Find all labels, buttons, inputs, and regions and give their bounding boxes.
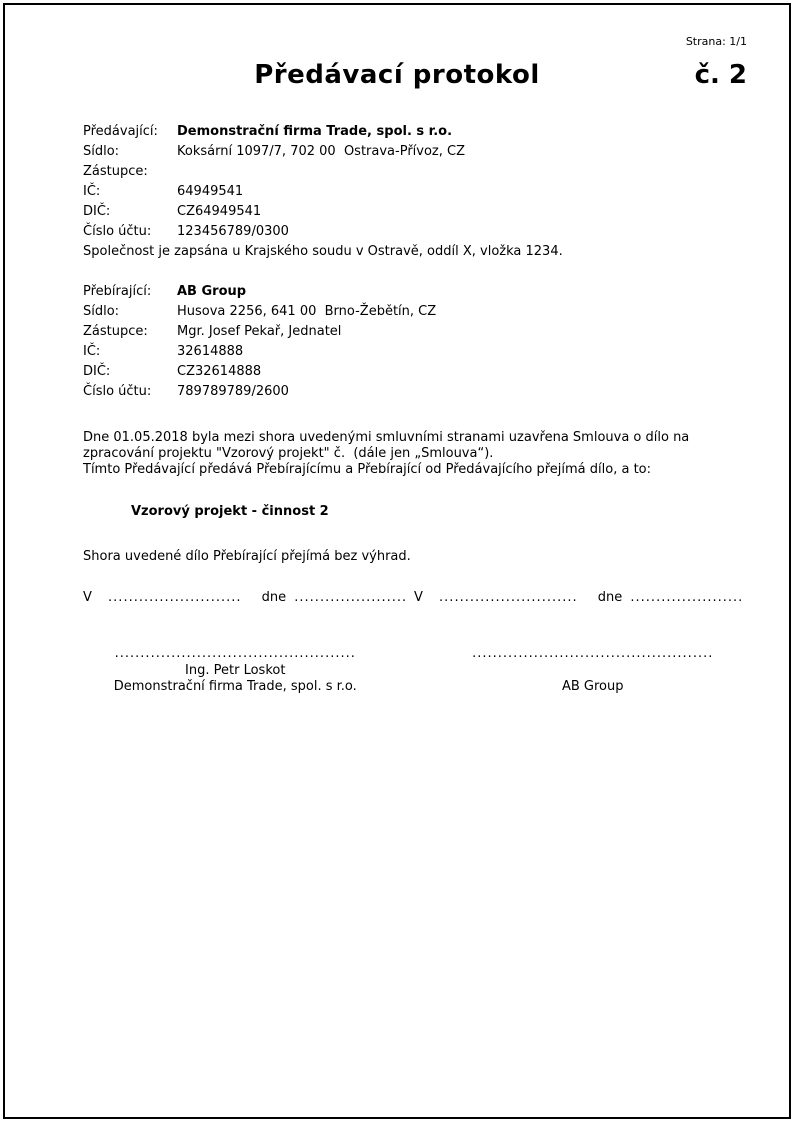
transferee-representative-row xyxy=(83,322,745,342)
transferor-section xyxy=(83,122,745,262)
field-label: Zástupce: xyxy=(83,164,148,179)
transferor-dic-row xyxy=(83,202,745,222)
contract-paragraph xyxy=(83,430,745,478)
place-dotted-line: ........................... xyxy=(439,590,578,605)
transferor-ic-row xyxy=(83,182,745,202)
transferor-name-row xyxy=(83,122,745,142)
document-body xyxy=(83,122,745,695)
place-label: V xyxy=(414,590,423,605)
acceptance-sentence: Shora uvedené dílo Přebírající přejímá bez výhrad. xyxy=(83,549,411,564)
transferee-account-row xyxy=(83,382,745,402)
date-dotted-line: ...................... xyxy=(294,590,408,605)
transferor-account-row xyxy=(83,222,745,242)
document-title: Předávací protokol xyxy=(254,60,540,90)
transferor-representative-row xyxy=(83,162,745,182)
signature-blocks xyxy=(83,647,745,695)
document-page xyxy=(3,3,791,1119)
transferor-company-name: Demonstrační firma Trade, spol. s r.o. xyxy=(177,124,453,139)
field-label: Zástupce: xyxy=(83,324,148,339)
field-label: IČ: xyxy=(83,184,101,199)
transferor-address: Koksární 1097/7, 702 00 Ostrava-Přívoz, CZ xyxy=(177,144,465,159)
field-label: Předávající: xyxy=(83,124,158,139)
field-label: Číslo účtu: xyxy=(83,224,152,239)
transferee-signatory-name xyxy=(440,663,745,679)
transferor-address-row xyxy=(83,142,745,162)
place-date-row xyxy=(83,590,745,605)
contract-sentence: Dne 01.05.2018 byla mezi shora uvedenými smluvními stranami uzavřena Smlouva o dílo na zpracování projektu "Vzorový projekt" č. (dále jen „Smlouva“). xyxy=(83,430,694,461)
title-row xyxy=(5,60,789,96)
signature-dotted-line: ............................................... xyxy=(114,646,356,661)
place-dotted-line: .......................... xyxy=(108,590,242,605)
place-date-right xyxy=(414,590,745,605)
place-label: V xyxy=(83,590,92,605)
field-label: Sídlo: xyxy=(83,144,120,159)
transferee-address-row xyxy=(83,302,745,322)
transferor-account: 123456789/0300 xyxy=(177,224,289,239)
field-label: DIČ: xyxy=(83,204,111,219)
date-label: dne xyxy=(261,590,287,605)
transferee-signature-block xyxy=(440,647,745,695)
transferor-registration-note: Společnost je zapsána u Krajského soudu v Ostravě, oddíl X, vložka 1234. xyxy=(83,244,563,259)
field-label: Číslo účtu: xyxy=(83,384,152,399)
field-label: IČ: xyxy=(83,344,101,359)
transferor-signature-block xyxy=(83,647,388,695)
project-title: Vzorový projekt - činnost 2 xyxy=(131,504,329,519)
transferee-account: 789789789/2600 xyxy=(177,384,289,399)
field-label: DIČ: xyxy=(83,364,111,379)
transferee-representative: Mgr. Josef Pekař, Jednatel xyxy=(177,324,342,339)
transferee-company-name: AB Group xyxy=(177,284,247,299)
transferor-dic: CZ64949541 xyxy=(177,204,262,219)
transferor-ic: 64949541 xyxy=(177,184,244,199)
transferee-ic-row xyxy=(83,342,745,362)
document-number: č. 2 xyxy=(694,60,747,90)
date-label: dne xyxy=(597,590,623,605)
field-label: Sídlo: xyxy=(83,304,120,319)
date-dotted-line: ...................... xyxy=(630,590,744,605)
transferee-name-row xyxy=(83,282,745,302)
field-label: Přebírající: xyxy=(83,284,152,299)
transferee-dic-row xyxy=(83,362,745,382)
transferee-address: Husova 2256, 641 00 Brno-Žebětín, CZ xyxy=(177,304,437,319)
page-number-label: Strana: 1/1 xyxy=(685,35,747,48)
transferee-signatory-company: AB Group xyxy=(561,679,624,694)
signature-dotted-line: ............................................... xyxy=(472,646,714,661)
place-date-left xyxy=(83,590,414,605)
handover-sentence: Tímto Předávající předává Přebírajícímu a Přebírající od Předávajícího přejímá dílo, a to: xyxy=(83,462,652,477)
transferor-signatory-company: Demonstrační firma Trade, spol. s r.o. xyxy=(113,679,357,694)
transferor-signatory-name: Ing. Petr Loskot xyxy=(185,663,286,678)
transferee-dic: CZ32614888 xyxy=(177,364,262,379)
transferee-ic: 32614888 xyxy=(177,344,244,359)
transferee-section xyxy=(83,282,745,402)
